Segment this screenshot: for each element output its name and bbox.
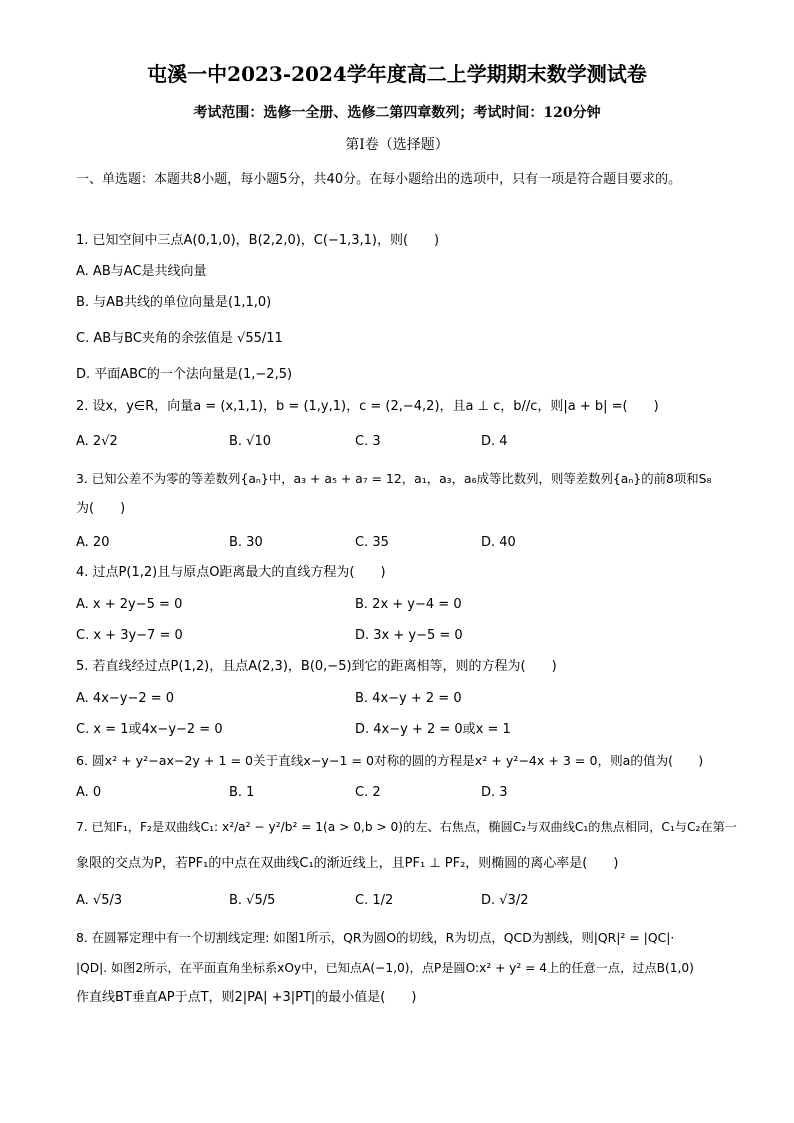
- section-instructions: 一、单选题：本题共8小题，每小题5分，共40分。在每小题给出的选项中，只有一项是符合题目要求的。: [76, 172, 682, 187]
- q3-stem-line2: 为( ): [76, 501, 126, 516]
- q5-option-d: D. 4x−y + 2 = 0或x = 1: [355, 722, 511, 737]
- exam-title: 屯溪一中2023-2024学年度高二上学期期末数学测试卷: [147, 62, 647, 86]
- q4-option-d: D. 3x + y−5 = 0: [355, 628, 463, 643]
- q7-option-c: C. 1/2: [355, 893, 394, 908]
- q2-option-b: B. √10: [229, 434, 272, 449]
- q1-option-b: B. 与AB共线的单位向量是(1,1,0): [76, 295, 272, 310]
- q5-stem: 5. 若直线经过点P(1,2)，且点A(2,3)，B(0,−5)到它的距离相等，则的方程为( ): [76, 659, 557, 674]
- q2-stem: 2. 设x，y∈R，向量a = (x,1,1)，b = (1,y,1)，c = (2,−4,2)，且a ⊥ c，b//c，则|a + b| =( ): [76, 399, 659, 414]
- q8-line3: 作直线BT垂直AP于点T，则2|PA| +3|PT|的最小值是( ): [76, 990, 417, 1005]
- q3-option-d: D. 40: [481, 535, 516, 550]
- q8-line2: |QD|. 如图2所示，在平面直角坐标系xOy中，已知点A(−1,0)，点P是圆O:x² + y² = 4上的任意一点，过点B(1,0): [76, 961, 694, 975]
- q1-option-a: A. AB与AC是共线向量: [76, 264, 207, 279]
- volume-heading: 第Ⅰ卷（选择题）: [345, 137, 449, 153]
- q7-stem-line1: 7. 已知F₁，F₂是双曲线C₁: x²/a² − y²/b² = 1(a > 0,b > 0)的左、右焦点，椭圆C₂与双曲线C₁的焦点相同，C₁与C₂在第一: [76, 820, 737, 834]
- q4-option-a: A. x + 2y−5 = 0: [76, 597, 183, 612]
- q5-option-a: A. 4x−y−2 = 0: [76, 691, 175, 706]
- q7-stem-line2: 象限的交点为P，若PF₁的中点在双曲线C₁的渐近线上，且PF₁ ⊥ PF₂，则椭圆的离心率是( ): [76, 856, 619, 871]
- q2-option-d: D. 4: [481, 434, 508, 449]
- q1-stem: 1. 已知空间中三点A(0,1,0)，B(2,2,0)，C(−1,3,1)，则( ): [76, 233, 440, 248]
- q1-option-d: D. 平面ABC的一个法向量是(1,−2,5): [76, 367, 293, 382]
- q5-option-b: B. 4x−y + 2 = 0: [355, 691, 462, 706]
- exam-scope: 考试范围：选修一全册、选修二第四章数列；考试时间：120分钟: [193, 105, 601, 121]
- q2-option-c: C. 3: [355, 434, 381, 449]
- q6-option-a: A. 0: [76, 785, 102, 800]
- q4-option-c: C. x + 3y−7 = 0: [76, 628, 183, 643]
- q7-option-b: B. √5/5: [229, 893, 276, 908]
- q2-option-a: A. 2√2: [76, 434, 118, 449]
- q7-option-d: D. √3/2: [481, 893, 529, 908]
- q3-option-a: A. 20: [76, 535, 110, 550]
- q1-option-c: C. AB与BC夹角的余弦值是 √55/11: [76, 331, 283, 346]
- q6-option-b: B. 1: [229, 785, 255, 800]
- q8-line1: 8. 在圆幂定理中有一个切割线定理: 如图1所示，QR为圆O的切线，R为切点，QCD为割线，则|QR|² = |QC|·: [76, 930, 675, 945]
- q3-stem-line1: 3. 已知公差不为零的等差数列{aₙ}中，a₃ + a₅ + a₇ = 12，a₁，a₃，a₆成等比数列，则等差数列{aₙ}的前8项和S₈: [76, 471, 712, 486]
- q6-option-c: C. 2: [355, 785, 381, 800]
- q7-option-a: A. √5/3: [76, 893, 123, 908]
- q4-option-b: B. 2x + y−4 = 0: [355, 597, 462, 612]
- q6-stem: 6. 圆x² + y²−ax−2y + 1 = 0关于直线x−y−1 = 0对称的圆的方程是x² + y²−4x + 3 = 0，则a的值为( ): [76, 753, 704, 768]
- q6-option-d: D. 3: [481, 785, 508, 800]
- q3-option-b: B. 30: [229, 535, 263, 550]
- q5-option-c: C. x = 1或4x−y−2 = 0: [76, 722, 223, 737]
- q4-stem: 4. 过点P(1,2)且与原点O距离最大的直线方程为( ): [76, 565, 386, 580]
- q3-option-c: C. 35: [355, 535, 389, 550]
